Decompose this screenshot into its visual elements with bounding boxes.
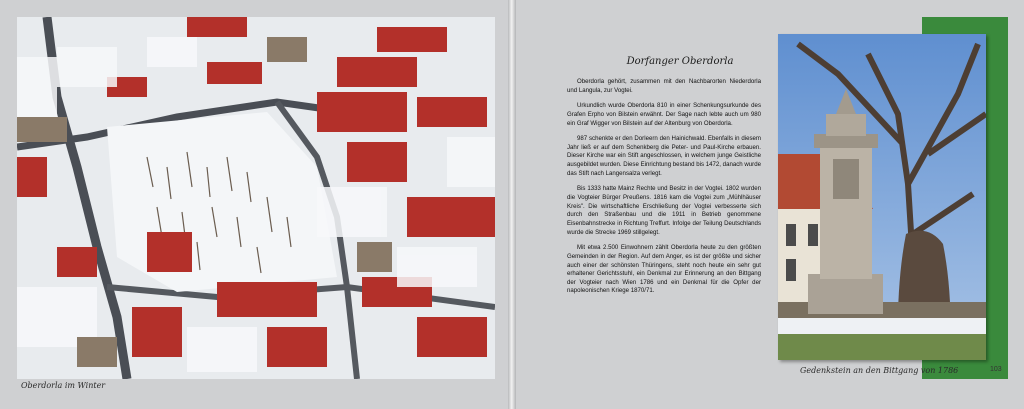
right-photo-caption: Gedenkstein an den Bittgang von 1786 xyxy=(800,366,959,375)
article-heading: Dorfanger Oberdorla xyxy=(626,56,734,67)
paragraph: Oberdorla gehört, zusammen mit den Nachbarorten Niederdorla und Langula, zur Vogtei. xyxy=(567,78,761,94)
memorial-stone-photo xyxy=(778,34,986,360)
paragraph: Urkundlich wurde Oberdorla 810 in einer Schenkungsurkunde des Grafen Erpho von Bilstein erwähnt. Der Sage nach lebte auch um 980 ein Graf Wigger von Bilstein auf der Altenburg von Oberdorla. xyxy=(567,102,761,127)
paragraph: Mit etwa 2.500 Einwohnern zählt Oberdorla heute zu den größten Gemeinden in der Region. Auf dem Anger, es ist der größte und sicher auch einer der schönsten Thüringens, steht noch heute ein sehr gut erhaltener Gerichtsstuhl, ein Denkmal zur Erinnerung an den Bittgang der Vogteier nach Wien 1786 und ein Denkmal für die Opfer der napoleonischen Kriege 1870/71. xyxy=(567,244,761,295)
paragraph: 987 schenkte er den Dorleern den Hainichwald. Ebenfalls in diesem Jahr ließ er auf dem Schenkberg die Peter- und Paul-Kirche erbauen. Dieser Kirche war ein Stift angeschlossen, in welchem junge Geistliche ausgebildet wurden. Diese Einrichtung bestand bis 1472, danach wurde das Stift nach Langensalza verlegt. xyxy=(567,135,761,177)
book-gutter xyxy=(508,0,516,409)
article-text xyxy=(567,78,761,303)
paragraph: Bis 1333 hatte Mainz Rechte und Besitz in der Vogtei. 1802 wurden die Vogteier Bürger Preußens. 1816 kam die Vogtei zum „Mühlhäuser Kreis". Die wirtschaftliche Erschließung der Vogtei verbesserte sich durch den Straßenbau und die 1911 in Betrieb genommene Eisenbahnstrecke in Richtung Treffurt. Infolge der Teilung Deutschlands wurde die Strecke 1969 stillgelegt. xyxy=(567,185,761,236)
page-number: 103 xyxy=(990,366,1002,373)
left-photo-caption: Oberdorla im Winter xyxy=(21,381,106,390)
aerial-village-photo xyxy=(17,17,495,379)
